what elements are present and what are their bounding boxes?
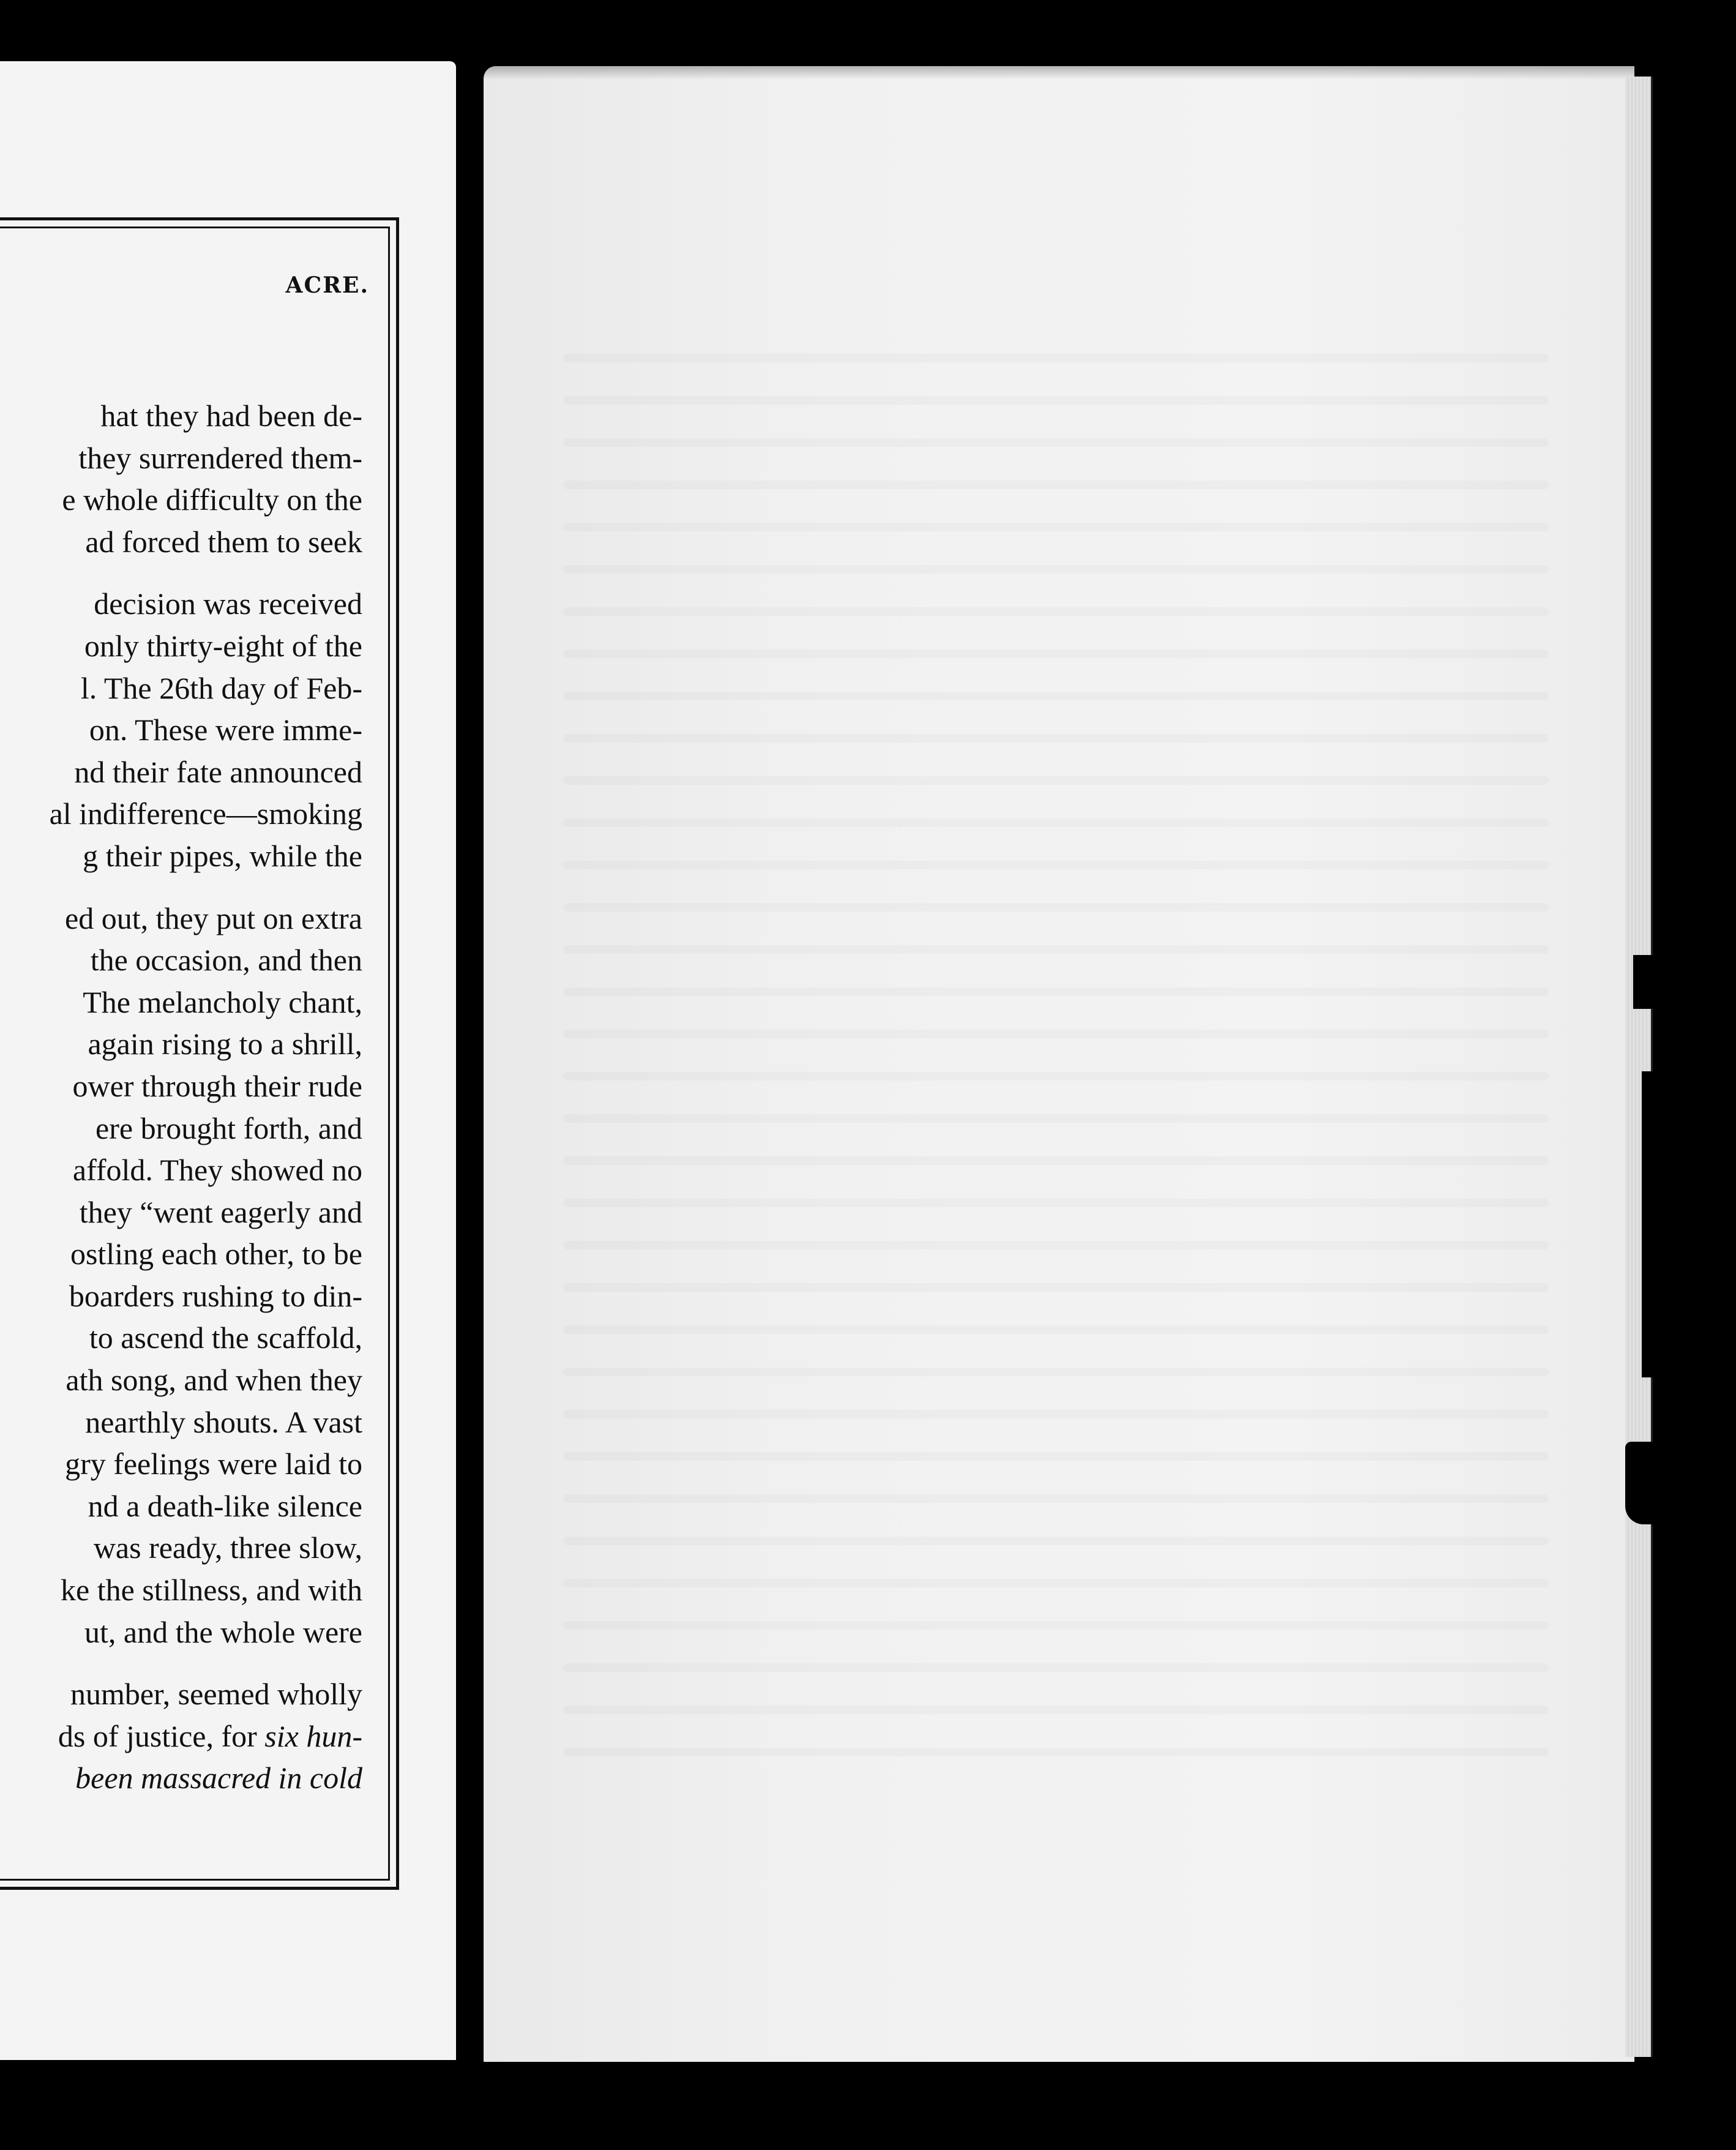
show-through-line xyxy=(563,1663,1549,1672)
text-line-plain: ut, and the whole were xyxy=(84,1614,362,1649)
page-top-shadow xyxy=(484,61,1647,80)
text-line-plain: was ready, three slow, xyxy=(93,1530,362,1565)
text-line xyxy=(0,1673,362,1715)
show-through-line xyxy=(563,1621,1549,1630)
text-line xyxy=(0,1569,362,1611)
show-through-line xyxy=(563,565,1549,574)
text-line xyxy=(0,1715,362,1758)
text-line-plain: ostling each other, to be xyxy=(70,1237,362,1272)
show-through-line xyxy=(563,396,1549,405)
text-line xyxy=(0,1233,362,1275)
text-line-plain: they “went eagerly and xyxy=(79,1194,362,1229)
text-line-plain: ere brought forth, and xyxy=(95,1111,362,1145)
show-through-line xyxy=(563,1410,1549,1418)
text-line-plain: hat they had been de- xyxy=(100,399,362,433)
text-line xyxy=(0,395,362,437)
text-line xyxy=(0,625,362,667)
text-line-plain: nd their fate announced xyxy=(74,754,362,789)
text-line xyxy=(0,897,362,940)
text-line-plain: nearthly shouts. A vast xyxy=(85,1404,362,1439)
text-line xyxy=(0,793,362,835)
show-through-line xyxy=(563,650,1549,658)
show-through-line xyxy=(563,692,1549,700)
text-line xyxy=(0,437,362,479)
text-line-plain: g their pipes, while the xyxy=(83,838,362,873)
text-line xyxy=(0,667,362,710)
text-line-plain: again rising to a shrill, xyxy=(88,1027,362,1062)
body-text xyxy=(0,395,362,1799)
text-line-plain: al indifference—smoking xyxy=(49,796,362,831)
text-line-plain: ad forced them to seek xyxy=(85,524,362,559)
text-line xyxy=(0,709,362,751)
text-line xyxy=(0,877,362,897)
text-line xyxy=(0,1275,362,1317)
text-line-plain: decision was received xyxy=(94,586,362,621)
show-through-line xyxy=(563,607,1549,616)
text-line xyxy=(0,939,362,981)
text-line xyxy=(0,1527,362,1569)
show-through-line xyxy=(563,1241,1549,1249)
page-edge-stack xyxy=(1625,77,1653,2057)
show-through-line xyxy=(563,1748,1549,1756)
text-line xyxy=(0,583,362,625)
text-line xyxy=(0,1401,362,1444)
text-line-plain: on. These were imme- xyxy=(89,713,362,747)
show-through-line xyxy=(563,1199,1549,1207)
text-line-plain: l. The 26th day of Feb- xyxy=(80,670,362,705)
text-line xyxy=(0,981,362,1024)
running-head: ACRE. xyxy=(285,272,369,298)
text-line xyxy=(0,751,362,793)
show-through-line xyxy=(563,945,1549,954)
text-line-plain: they surrendered them- xyxy=(78,440,362,475)
show-through-line xyxy=(563,481,1549,489)
show-through-line xyxy=(563,861,1549,869)
text-line-plain: affold. They showed no xyxy=(72,1153,362,1188)
text-line-plain: ed out, they put on extra xyxy=(65,901,362,935)
show-through-line xyxy=(563,1706,1549,1714)
show-through-line xyxy=(563,1325,1549,1334)
text-line-plain: to ascend the scaffold, xyxy=(89,1320,362,1355)
text-line-plain: the occasion, and then xyxy=(90,943,362,978)
text-line xyxy=(0,1757,362,1799)
text-line xyxy=(0,479,362,521)
text-line xyxy=(0,1107,362,1150)
show-through-line xyxy=(563,1156,1549,1165)
text-line-plain: ower through their rude xyxy=(72,1068,362,1103)
text-line-italic: been massacred in cold xyxy=(75,1761,362,1796)
text-line xyxy=(0,1149,362,1191)
text-line xyxy=(0,1023,362,1065)
text-line xyxy=(0,1443,362,1485)
text-line xyxy=(0,1485,362,1527)
show-through-line xyxy=(563,1452,1549,1461)
show-through-line xyxy=(563,1114,1549,1123)
text-line xyxy=(0,835,362,877)
text-line-plain: gry feelings were laid to xyxy=(65,1447,362,1481)
text-line xyxy=(0,1317,362,1359)
page-edge-shadow xyxy=(1642,1071,1660,1377)
text-line-plain: ds of justice, for xyxy=(58,1718,265,1753)
show-through-line xyxy=(563,354,1549,362)
text-line xyxy=(0,1065,362,1107)
text-line-plain: The melancholy chant, xyxy=(83,984,362,1019)
text-line xyxy=(0,1653,362,1673)
text-line-plain: only thirty-eight of the xyxy=(84,628,362,663)
book-gutter xyxy=(456,0,484,2150)
left-page xyxy=(0,61,456,2060)
text-line-italic: six hun- xyxy=(264,1718,362,1753)
page-edge-notch xyxy=(1625,1442,1662,1524)
text-line xyxy=(0,563,362,583)
show-through-line xyxy=(563,1030,1549,1038)
show-through-line xyxy=(563,903,1549,912)
show-through-line xyxy=(563,1579,1549,1587)
show-through-line xyxy=(563,1494,1549,1503)
show-through-line xyxy=(563,438,1549,447)
text-line-plain: boarders rushing to din- xyxy=(69,1278,362,1313)
show-through-line xyxy=(563,1537,1549,1545)
show-through-line xyxy=(563,523,1549,531)
text-line-plain: number, seemed wholly xyxy=(70,1677,362,1712)
show-through-line xyxy=(563,1368,1549,1376)
page-edge-notch xyxy=(1633,955,1658,1009)
show-through-line xyxy=(563,987,1549,996)
show-through-line xyxy=(563,734,1549,743)
show-through-line xyxy=(563,1072,1549,1081)
text-line xyxy=(0,1359,362,1401)
text-line xyxy=(0,521,362,563)
text-line-plain: ke the stillness, and with xyxy=(61,1573,362,1608)
text-line xyxy=(0,1611,362,1654)
text-line-plain: e whole difficulty on the xyxy=(62,482,362,517)
show-through-line xyxy=(563,1283,1549,1292)
text-line-plain: ath song, and when they xyxy=(65,1363,362,1398)
show-through-line xyxy=(563,818,1549,827)
text-line-plain: nd a death-like silence xyxy=(88,1488,362,1523)
text-line xyxy=(0,1191,362,1234)
show-through-line xyxy=(563,776,1549,785)
right-page-blank xyxy=(484,66,1634,2062)
